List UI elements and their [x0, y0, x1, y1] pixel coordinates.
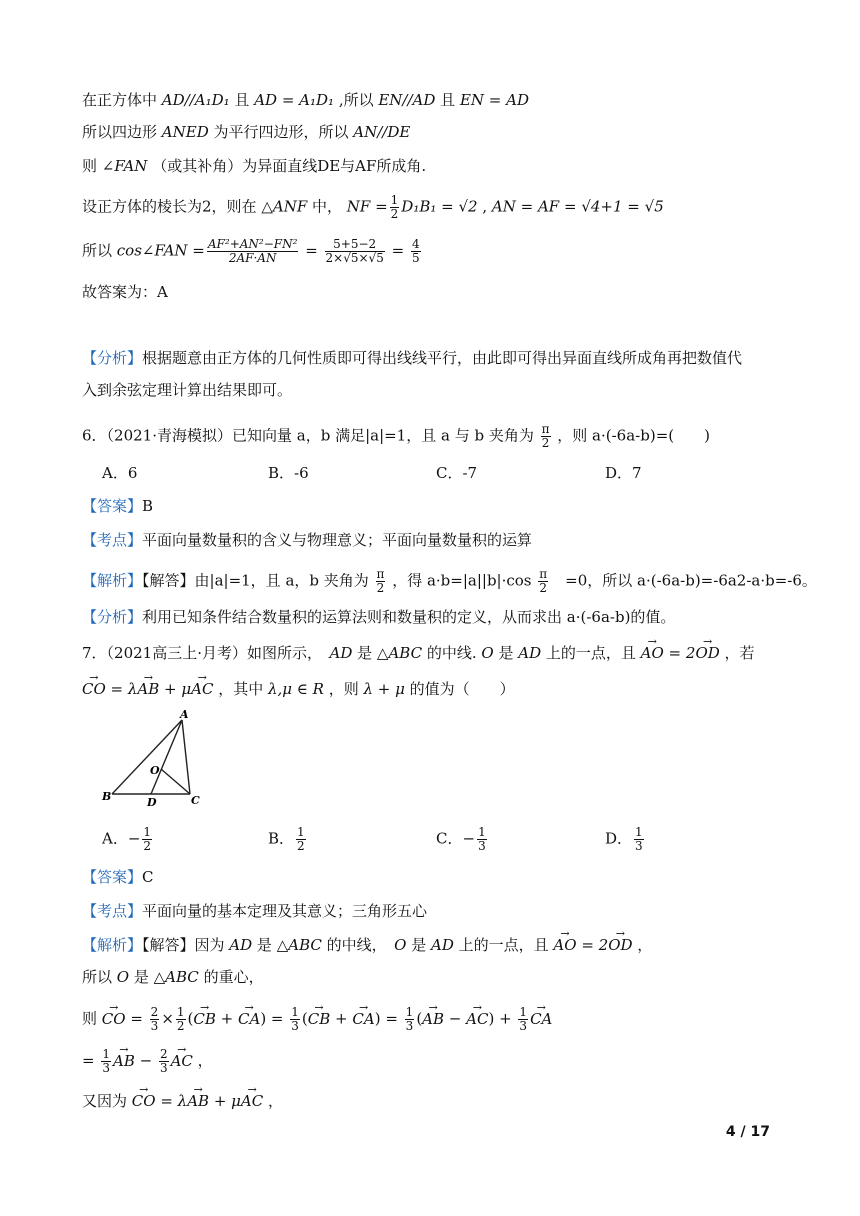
edge-ac: [182, 720, 190, 794]
label-a: A: [180, 708, 189, 721]
solution-line-5: 所以 cos∠FAN = $\frac{\text{AF²+AN²−FN²}}{2AF\cdot AN}$ = $\frac{5+5-2}{2\times√5\times√5}$ = $\frac{4}{5}$: [82, 237, 420, 265]
analysis-line-2: 入到余弦定理计算出结果即可。: [82, 381, 293, 399]
q6-option-a: A．6: [102, 464, 138, 482]
label-o: O: [150, 764, 160, 777]
edge-ab: [112, 720, 182, 794]
fraction-half: $\frac{1}{2}$: [390, 193, 399, 221]
segment-oc: [161, 769, 190, 794]
pi-over-2: $\frac{\pi}{2}$: [539, 567, 548, 595]
analysis-tag: 【分析】: [82, 349, 143, 367]
q7-knowledge-point: 【考点】平面向量的基本定理及其意义；三角形五心: [82, 902, 428, 920]
q6-option-c: C．-7: [436, 464, 478, 482]
q6-option-b: B．-6: [268, 464, 309, 482]
analysis-line-1: 【分析】根据题意由正方体的几何性质即可得出线线平行，由此即可得出异面直线所成角再把数值代: [82, 349, 743, 367]
q7-solution-line-1: 【解析】【解答】因为 AD 是 △ABC 的中线， O 是 AD 上的一点，且 → AO = 2→ OD ，: [82, 934, 652, 956]
page-number: 4 / 17: [725, 1124, 770, 1140]
cosine-fraction: $\frac{\text{AF²+AN²−FN²}}{2AF\cdot AN}$: [207, 237, 298, 265]
q7-solution-line-2: 所以 O 是 △ABC 的重心，: [82, 968, 264, 986]
triangle-figure: [100, 708, 210, 808]
result-fraction: $\frac{4}{5}$: [411, 237, 420, 265]
q6-analysis: 【分析】利用已知条件结合数量积的运算法则和数量积的定义，从而求出 a·(-6a-b)的值。: [82, 608, 676, 626]
q7-options: [102, 826, 702, 856]
pi-over-2: $\frac{\pi}{2}$: [376, 567, 385, 595]
q6-solution: 【解析】【解答】由|a|=1，且 a，b 夹角为 $\frac{\pi}{2}$ ，得 a·b=|a||b|·cos $\frac{\pi}{2}$ =0，所以 a·(-6a-b)=-6a2-a·b=-6。: [82, 567, 817, 595]
q7-solution-line-4: = $\frac{1}{3}$ → AB − $\frac{2}{3}$ → AC ，: [82, 1048, 213, 1075]
pi-over-2: $\frac{\pi}{2}$: [541, 422, 550, 450]
solution-line-6: 故答案为：A: [82, 283, 168, 301]
q7-solution-line-3: 则 → CO = $\frac{2}{3}$ × $\frac{1}{2}$ (→ CB + → CA) = $\frac{1}{3}$ (→ CB + → CA) = $\frac{1}{3}$ (→ AB − → AC) + $\frac{1}{3}$ → CA: [82, 1006, 552, 1033]
q7-solution-line-5: 又因为 → CO = λ→ AB + μ→ AC ，: [82, 1090, 283, 1112]
q6-knowledge-point: 【考点】平面向量数量积的含义与物理意义；平面向量数量积的运算: [82, 531, 533, 549]
q7-stem-line-1: 7．（2021高三上·月考）如图所示， AD 是 △ABC 的中线. O 是 AD 上的一点，且 → AO = 2→ OD ，若: [82, 642, 755, 664]
solution-line-4: 设正方体的棱长为2，则在 △ANF 中， NF = $\frac{1}{2}$ D₁B₁ = √2 , AN = AF = √4+1 = √5: [82, 193, 664, 221]
q7-option-a: A．− $\frac{1}{2}$: [102, 825, 152, 853]
q7-answer: 【答案】C: [82, 868, 154, 886]
numeric-fraction: $\frac{5+5-2}{2\times√5\times√5}$: [325, 237, 384, 265]
q6-stem: 6．（2021·青海模拟）已知向量 a，b 满足|a|=1，且 a 与 b 夹角为 $\frac{\pi}{2}$ ，则 a·(-6a-b)=( ): [82, 422, 710, 450]
label-c: C: [191, 794, 200, 807]
solution-line-2: 所以四边形 ANED 为平行四边形，所以 AN//DE: [82, 123, 411, 141]
q6-option-d: D．7: [605, 464, 642, 482]
q7-option-c: C．− $\frac{1}{3}$: [436, 825, 486, 853]
q6-options: [102, 462, 702, 484]
label-d: D: [147, 796, 157, 808]
solution-line-1: 在正方体中 AD//A₁D₁ 且 AD = A₁D₁ ,所以 EN//AD 且 EN = AD: [82, 91, 529, 109]
q7-option-d: D． $\frac{1}{3}$: [605, 825, 643, 853]
label-b: B: [102, 790, 112, 803]
q7-stem-line-2: → CO = λ→ AB + μ→ AC ，其中 λ,μ ∈ R ，则 λ + μ 的值为（ ）: [82, 678, 515, 700]
q6-answer: 【答案】B: [82, 497, 154, 515]
q7-option-b: B． $\frac{1}{2}$: [268, 825, 305, 853]
solution-line-3: 则 ∠FAN （或其补角）为异面直线DE与AF所成角.: [82, 157, 427, 175]
